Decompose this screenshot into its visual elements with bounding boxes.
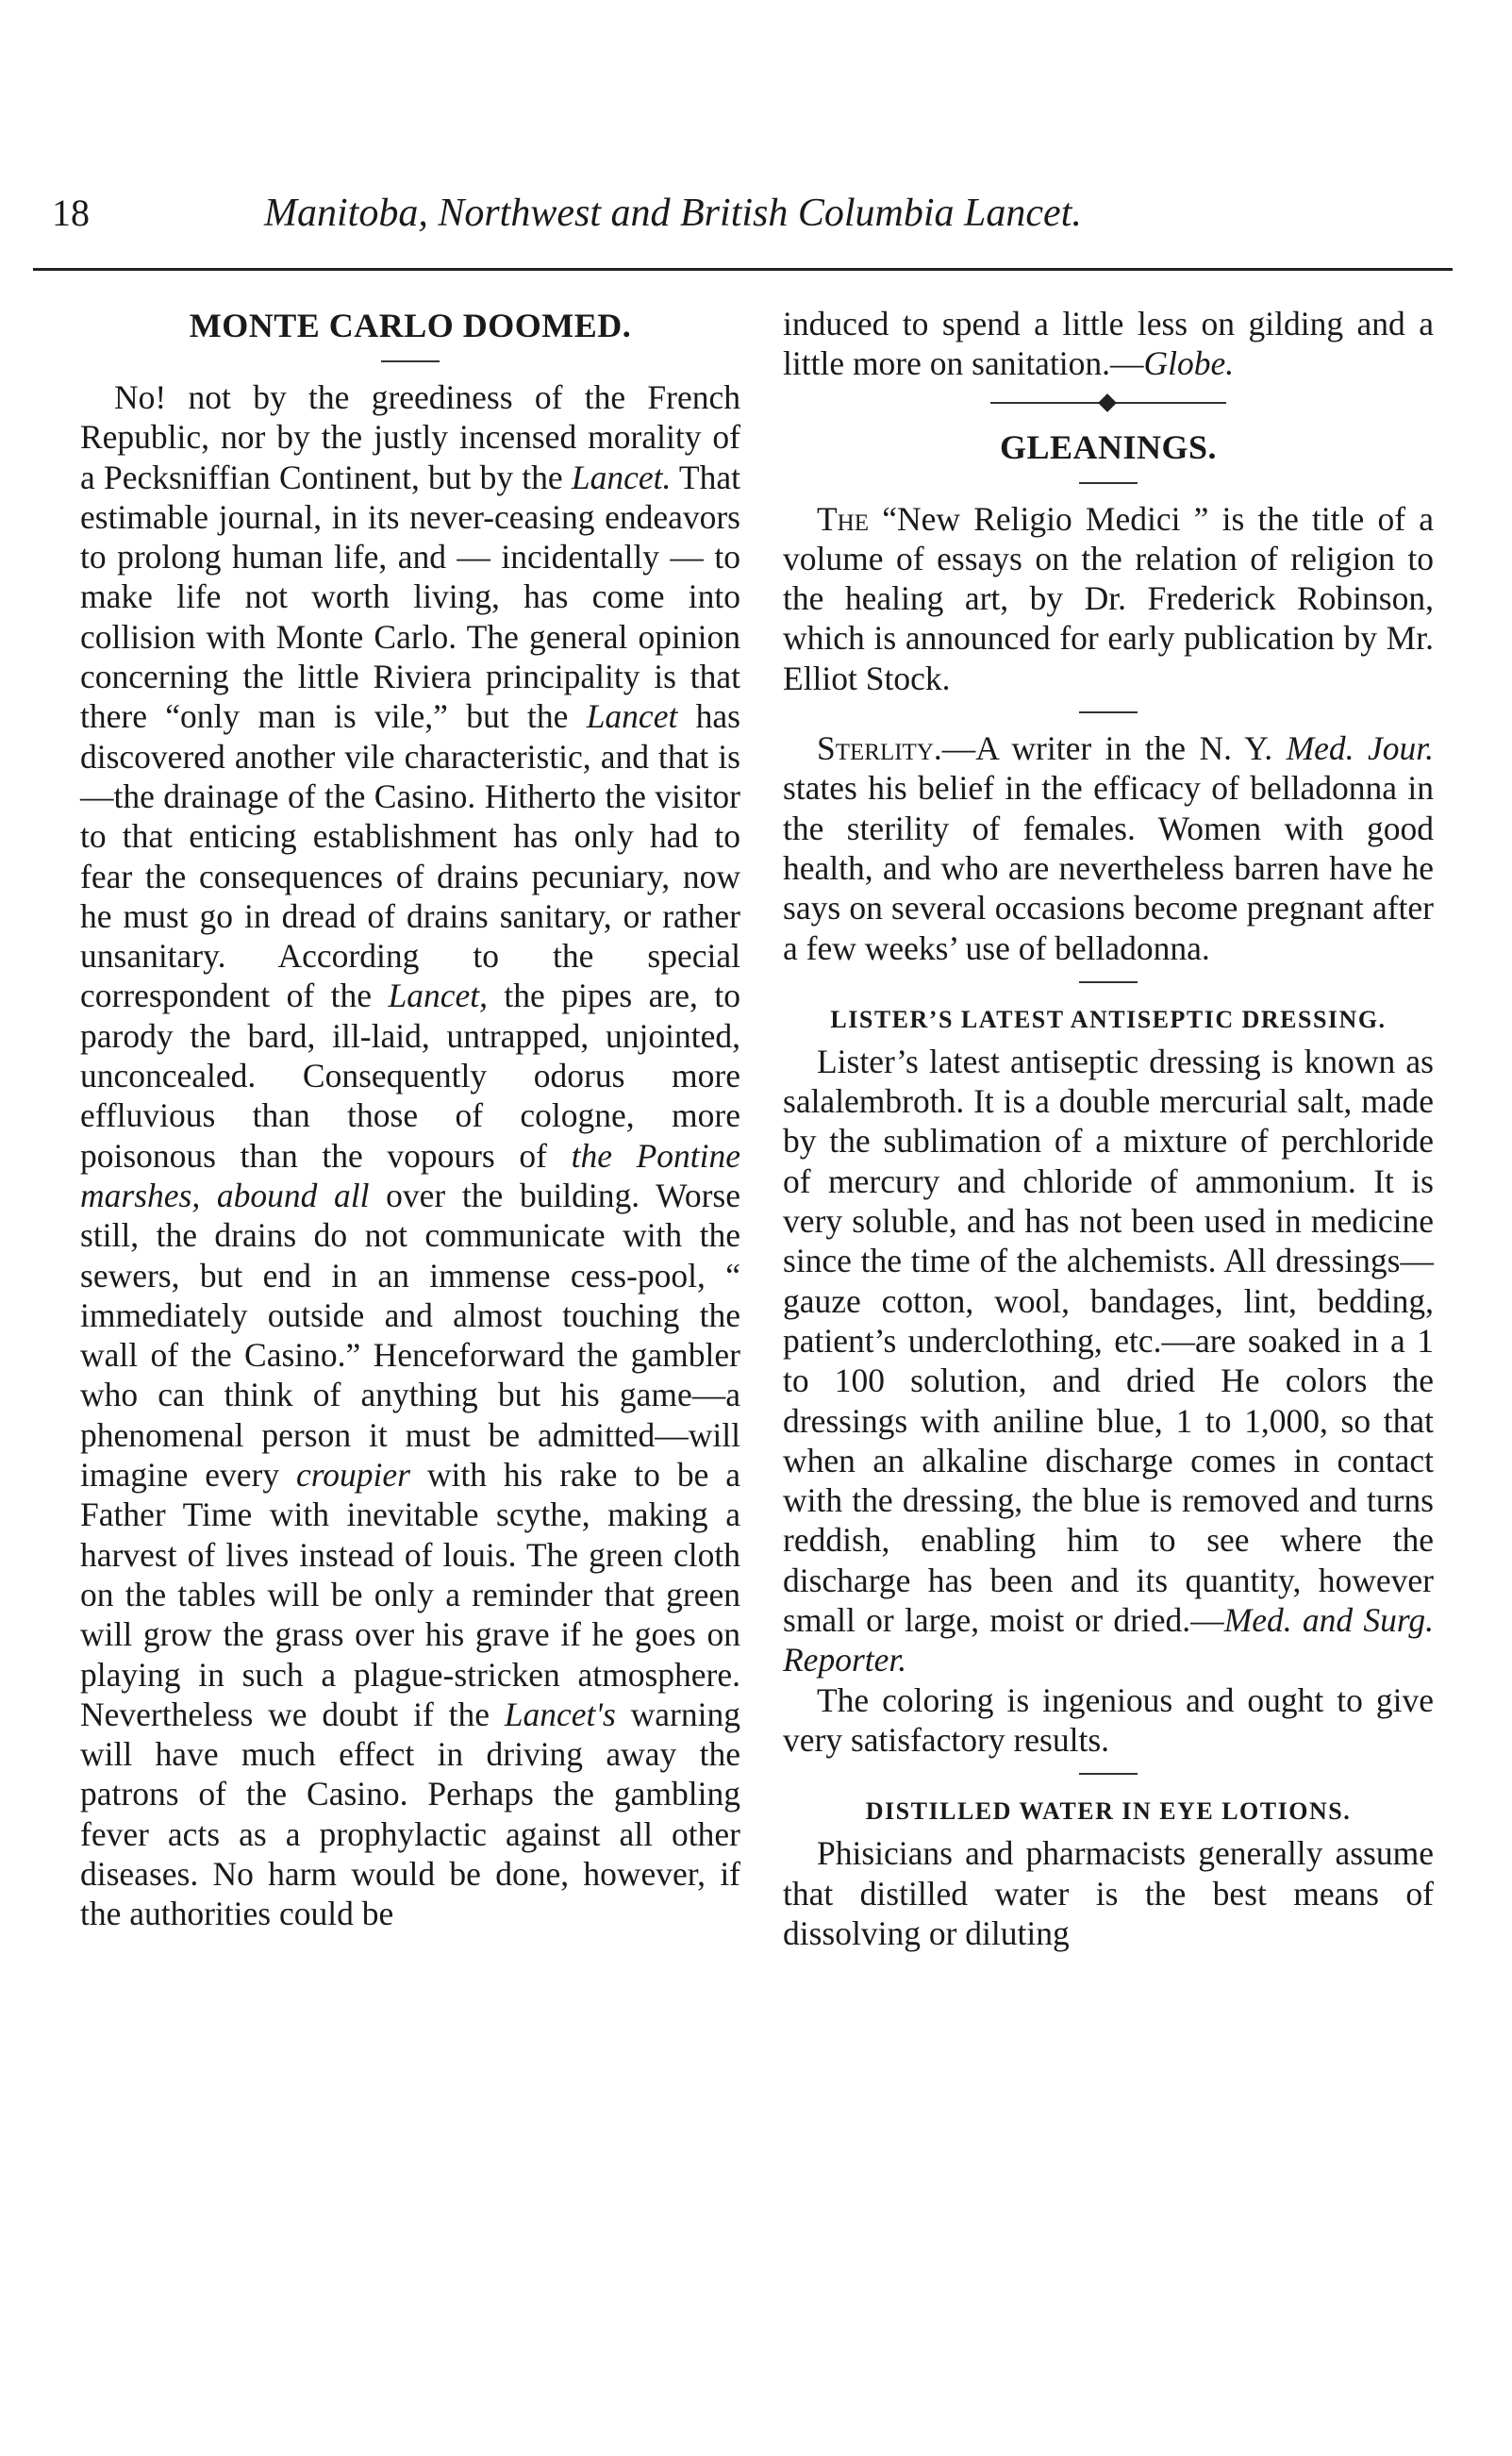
ornament-divider [990, 393, 1226, 412]
lancet-italic: Lancet, [388, 977, 488, 1015]
page-number: 18 [52, 192, 90, 234]
monte-carlo-paragraph [80, 377, 740, 1934]
text-run: warning will have much effect in driving away the patrons of the Casino. Perhaps the gambling fever acts as a prophylactic against all other diseases. No harm would be done, however, if the authorities could be [80, 1695, 740, 1933]
distilled-water-heading: DISTILLED WATER IN EYE LOTIONS. [865, 1797, 1352, 1826]
text-run: over the building. Worse still, the drains do not communicate with the sewers, but end in an immense cess-pool, “ immediately outside and almost touching the wall of the Casino.” Henceforward the gambler who can think of anything but his game—a phenomenal person it must be admitted—will imagine every [80, 1176, 740, 1495]
left-column [80, 304, 740, 1934]
text-run: Lister’s latest antiseptic dressing is known as salalembroth. It is a double mercurial salt, made by the sublimation of a mixture of perchloride of mercury and chloride of ammonium. It is very soluble, and has not been used in medicine since the time of the alchemists. All dressings—gauze cotton, wool, bandages, lint, bedding, patient’s underclothing, etc.—are soaked in a 1 to 100 solution, and dried He colors the dressings with aniline blue, 1 to 1,000, so that when an alkaline discharge comes in contact with the dressing, the blue is removed and turns reddish, enabling him to see where the discharge has been and its quantity, however small or large, moist or dried.— [783, 1042, 1434, 1640]
text-run: The coloring is ingenious and ought to give very satisfactory results. [783, 1680, 1434, 1759]
continuation-paragraph [783, 304, 1434, 384]
sterlity-paragraph [783, 728, 1434, 968]
religio-medici-paragraph [783, 499, 1434, 698]
lancets-italic: Lancet's [504, 1695, 616, 1733]
item-rule [1079, 981, 1138, 983]
globe-source: Globe. [1143, 344, 1235, 383]
text-run: has discovered another vile characteristic, and that is —the drainage of the Casino. Hitherto the visitor to that enticing establishment has only had to fear the consequences of drains pecuniary, now he must go in dread of drains sanitary, or rather unsanitary. According to the special correspondent of the [80, 697, 740, 1015]
lead-word: The [817, 499, 870, 538]
text-run: —A writer in the N. Y. [941, 729, 1287, 768]
article-title: MONTE CARLO DOOMED. [189, 307, 632, 344]
lister-paragraph [783, 1042, 1434, 1680]
coloring-paragraph [783, 1680, 1434, 1761]
lancet-italic: Lancet. [571, 458, 672, 496]
text-run: states his belief in the efficacy of belladonna in the sterility of females. Women with good health, and who are nevertheless barren have he says on several occasions become pregnant after a few weeks’ use of belladonna. [783, 769, 1434, 967]
title-rule [381, 360, 440, 362]
lister-source: Med. and Surg. Reporter. [783, 1601, 1435, 1679]
gleanings-rule [1079, 482, 1138, 484]
running-head [52, 185, 1242, 242]
text-run: “New Religio Medici ” is the title of a volume of essays on the relation of religion to the healing art, by Dr. Frederick Robinson, which is announced for early publication by Mr. Elliot Stock. [783, 499, 1434, 697]
text-run: the pipes are, to parody the bard, ill-laid, untrapped, unjointed, unconcealed. Consequently odorus more effluvious than those of cologne, more poisonous than the vopours of [80, 977, 740, 1175]
right-column [783, 304, 1434, 1953]
ornament-diamond-icon [1098, 393, 1117, 412]
journal-italic: Med. Jour. [1286, 729, 1435, 768]
text-run: No! not by the greediness of the French Republic, nor by the justly incensed morality of a Pecksniffian Continent, but by the [80, 378, 740, 496]
text-run: Phisicians and pharmacists generally assume that distilled water is the best means of dissolving or diluting [783, 1834, 1434, 1952]
lister-heading: LISTER’S LATEST ANTISEPTIC DRESSING. [830, 1005, 1387, 1033]
text-run: with his rake to be a Father Time with inevitable scythe, making a harvest of lives instead of louis. The green cloth on the tables will be only a reminder that green will grow the grass over his grave if he goes on playing in such a plague-stricken atmosphere. Nevertheless we doubt if the [80, 1456, 740, 1733]
distilled-water-paragraph [783, 1833, 1434, 1953]
croupier-italic: croupier [296, 1456, 410, 1495]
journal-title: Manitoba, Northwest and British Columbia Lancet. [264, 192, 1082, 235]
text-run: induced to spend a little less on gilding and a little more on sanitation.— [783, 305, 1434, 383]
pontine-italic: the Pontine marshes, abound all [80, 1136, 740, 1214]
lead-word: Sterlity. [817, 729, 942, 768]
item-rule [1079, 711, 1138, 713]
item-rule [1079, 1773, 1138, 1775]
lancet-italic: Lancet [586, 697, 678, 736]
text-run: That estimable journal, in its never-ceasing endeavors to prolong human life, and — incidentally — to make life not worth living, has come into collision with Monte Carlo. The general opinion concerning the little Riviera principality is that there “only man is vile,” but the [80, 458, 740, 736]
gleanings-title: GLEANINGS. [999, 427, 1218, 466]
header-rule [33, 268, 1453, 271]
